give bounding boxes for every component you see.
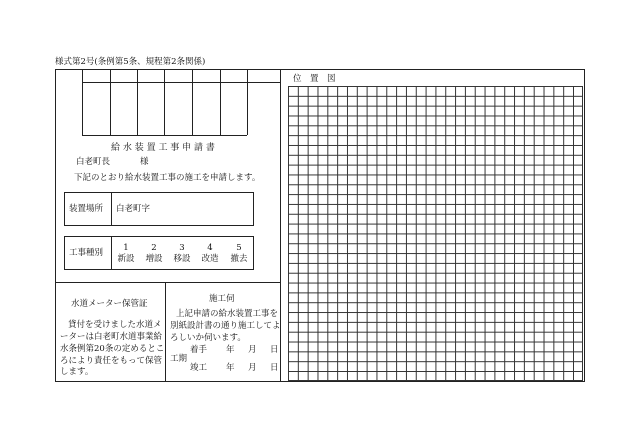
application-statement: 下記のとおり給水装置工事の施工を申請します。 xyxy=(74,173,261,183)
type-option-number: 1 xyxy=(123,243,129,253)
type-option-add[interactable] xyxy=(142,243,166,264)
end-label: 竣工 xyxy=(190,363,208,373)
location-label: 装置場所 xyxy=(69,204,104,214)
construction-line: 上記申請の給水装置工事を xyxy=(176,309,279,319)
meter-title: 水道メーター保管証 xyxy=(71,299,148,309)
type-option-move[interactable] xyxy=(170,243,194,264)
type-option-label: 撤去 xyxy=(230,253,248,264)
meter-line: します。 xyxy=(60,367,94,377)
type-label: 工事種別 xyxy=(69,248,104,258)
type-option-modify[interactable] xyxy=(198,243,222,264)
meter-line: ーターは白老町水道事業給 xyxy=(60,332,163,342)
application-title: 給 水 装 置 工 事 申 請 書 xyxy=(111,143,215,153)
honorific: 様 xyxy=(140,157,149,167)
addressee: 白老町長 xyxy=(76,157,111,167)
type-option-remove[interactable] xyxy=(227,243,251,264)
type-option-number: 5 xyxy=(236,243,242,253)
type-option-label: 増設 xyxy=(145,253,163,264)
stamp-line xyxy=(247,69,248,135)
type-option-label: 改造 xyxy=(201,253,219,264)
type-option-new[interactable] xyxy=(114,243,138,264)
stamp-header-line xyxy=(82,82,280,83)
stamp-line xyxy=(192,69,193,135)
construction-title: 施工伺 xyxy=(209,294,235,304)
start-day[interactable]: 日 xyxy=(270,345,279,355)
location-value[interactable]: 白老町字 xyxy=(116,204,151,214)
end-month[interactable]: 月 xyxy=(248,363,257,373)
form-number: 様式第2号(条例第5条、規程第2条関係) xyxy=(55,57,206,67)
map-grid[interactable] xyxy=(288,86,583,381)
type-option-label: 新設 xyxy=(117,253,135,264)
stamp-line xyxy=(220,69,221,135)
type-option-number: 3 xyxy=(179,243,185,253)
stamp-line xyxy=(164,69,165,135)
lower-section-line xyxy=(55,282,280,283)
end-year[interactable]: 年 xyxy=(226,363,235,373)
type-divider xyxy=(111,236,112,270)
map-label: 位 置 図 xyxy=(293,74,336,84)
period-label: 工期 xyxy=(170,354,188,364)
construction-line: ろしいか伺います。 xyxy=(170,333,246,343)
meter-line: ろにより責任をもって保管 xyxy=(60,356,163,366)
meter-line: 貸付を受けました水道メ xyxy=(68,320,162,330)
stamp-line xyxy=(137,69,138,135)
start-month[interactable]: 月 xyxy=(248,345,257,355)
meter-line: 水条例第20条の定めるとこ xyxy=(60,344,165,354)
stamp-line xyxy=(82,69,83,135)
type-option-label: 移設 xyxy=(173,253,191,264)
type-option-number: 4 xyxy=(207,243,213,253)
construction-line: 別紙設計書の通り施工してよ xyxy=(170,321,281,331)
pane-divider xyxy=(280,69,281,382)
stamp-line xyxy=(110,69,111,135)
start-year[interactable]: 年 xyxy=(226,345,235,355)
lower-section-divider xyxy=(165,282,166,382)
location-divider xyxy=(111,192,112,226)
stamp-bottom-line xyxy=(82,135,247,136)
type-option-number: 2 xyxy=(151,243,157,253)
end-day[interactable]: 日 xyxy=(270,363,279,373)
start-label: 着手 xyxy=(190,345,208,355)
